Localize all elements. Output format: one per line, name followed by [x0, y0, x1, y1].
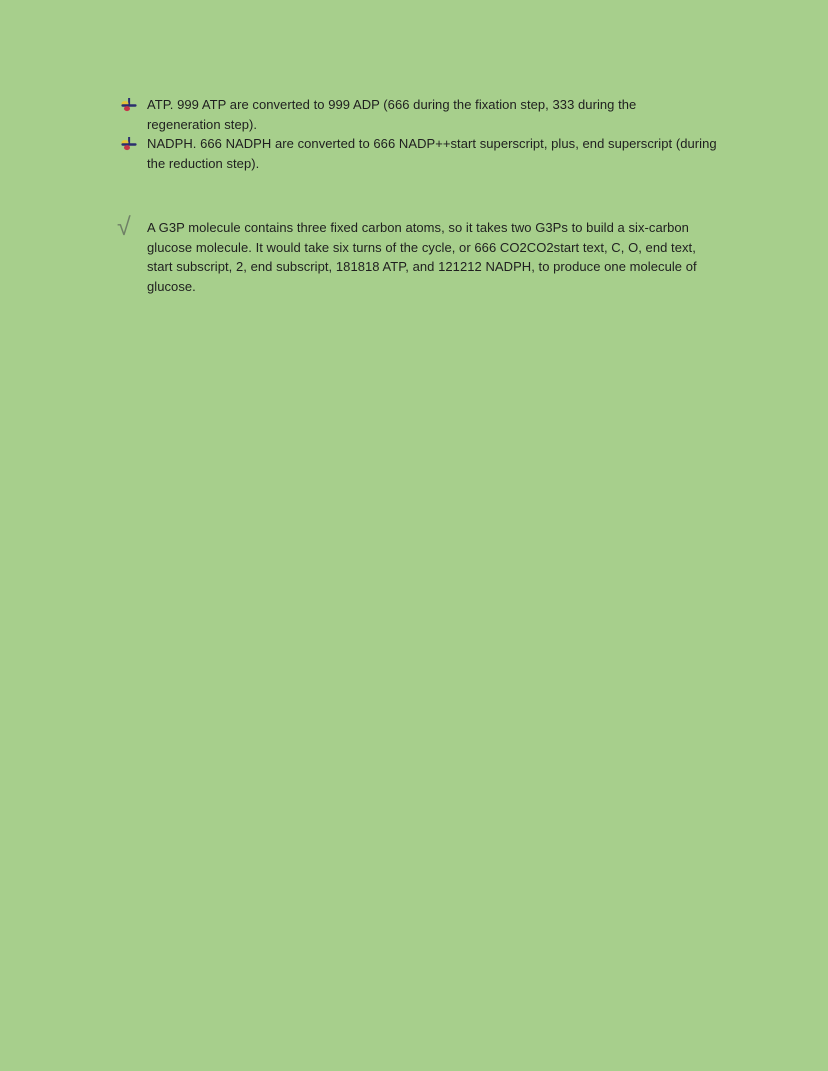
bullet-text-line: regeneration step).	[147, 116, 258, 132]
list-item	[147, 134, 757, 173]
answer-text-line: glucose.	[147, 278, 196, 294]
checkmark-icon: √	[117, 213, 131, 241]
answer-text-line: start subscript, 2, end subscript, 181818 ATP, and 121212 NADPH, to produce one molecule of	[147, 259, 697, 274]
dart-bullet-icon	[121, 98, 137, 112]
answer-paragraph	[117, 213, 757, 296]
bullet-text-line: the reduction step).	[147, 155, 260, 171]
list-item	[147, 95, 757, 134]
bullet-text-line: ATP. 999 ATP are converted to 999 ADP (666 during the fixation step, 333 during the	[147, 97, 637, 112]
answer-text-line: A G3P molecule contains three fixed carbon atoms, so it takes two G3Ps to build a six-carbon	[147, 220, 689, 235]
answer-text-line: glucose molecule. It would take six turns of the cycle, or 666 CO2CO2start text, C, O, end text,	[147, 239, 696, 255]
dart-bullet-icon	[121, 137, 137, 151]
bullet-text-line: NADPH. 666 NADPH are converted to 666 NADP++start superscript, plus, end superscript (during	[147, 136, 717, 151]
bullet-list	[147, 95, 757, 173]
